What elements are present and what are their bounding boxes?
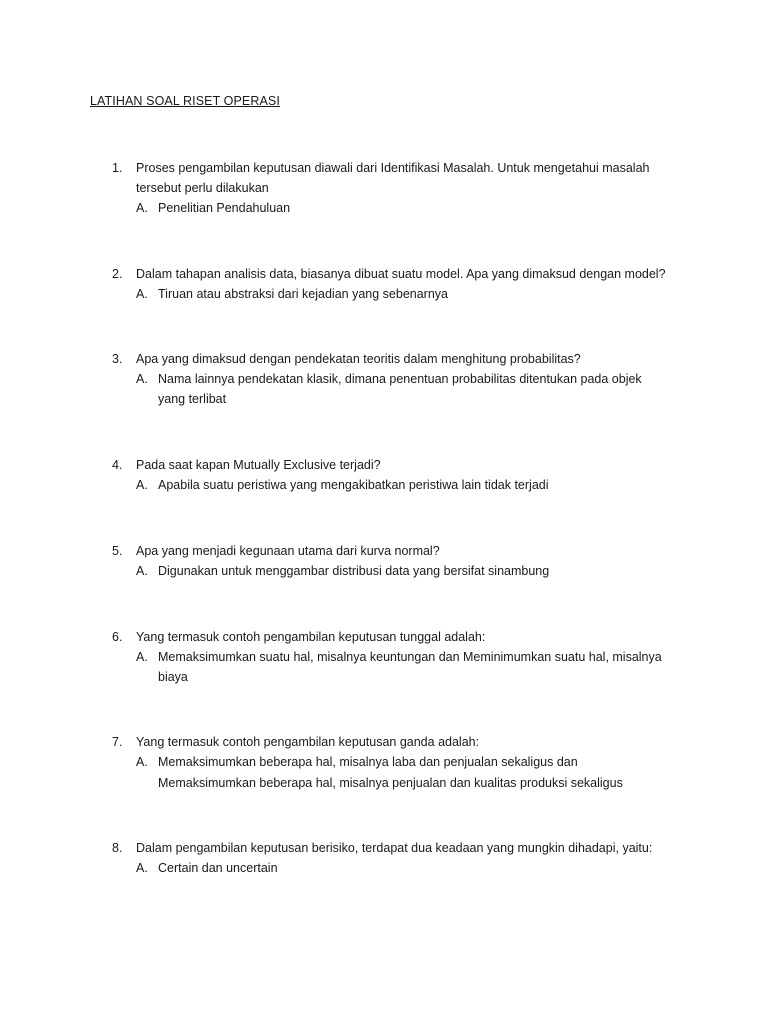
question-text-line: Proses pengambilan keputusan diawali dari Identifikasi Masalah. Untuk mengetahui masalah bbox=[136, 161, 650, 175]
question-number: 2. bbox=[112, 267, 123, 281]
question-number: 7. bbox=[112, 735, 123, 749]
answer-text-line: Memaksimumkan beberapa hal, misalnya laba dan penjualan sekaligus dan bbox=[158, 755, 578, 769]
answer-letter: A. bbox=[136, 478, 148, 492]
question-number: 6. bbox=[112, 630, 123, 644]
answer-text-line: Certain dan uncertain bbox=[158, 861, 278, 875]
answer-text-line: Memaksimumkan beberapa hal, misalnya penjualan dan kualitas produksi sekaligus bbox=[158, 776, 623, 790]
question-text-line: tersebut perlu dilakukan bbox=[136, 181, 269, 195]
question-number: 5. bbox=[112, 544, 123, 558]
question-text-line: Yang termasuk contoh pengambilan keputusan tunggal adalah: bbox=[136, 630, 486, 644]
answer-text-line: biaya bbox=[158, 670, 188, 684]
question-text-line: Yang termasuk contoh pengambilan keputusan ganda adalah: bbox=[136, 735, 480, 749]
answer-text-line: Tiruan atau abstraksi dari kejadian yang sebenarnya bbox=[158, 287, 448, 301]
answer-letter: A. bbox=[136, 564, 148, 578]
question-text-line: Dalam pengambilan keputusan berisiko, terdapat dua keadaan yang mungkin dihadapi, yaitu: bbox=[136, 841, 653, 855]
answer-letter: A. bbox=[136, 861, 148, 875]
answer-letter: A. bbox=[136, 201, 148, 215]
page-title: LATIHAN SOAL RISET OPERASI bbox=[90, 94, 280, 108]
answer-letter: A. bbox=[136, 372, 148, 386]
answer-text-line: Penelitian Pendahuluan bbox=[158, 201, 291, 215]
answer-text-line: Memaksimumkan suatu hal, misalnya keuntungan dan Meminimumkan suatu hal, misalnya bbox=[158, 650, 662, 664]
answer-text-line: Nama lainnya pendekatan klasik, dimana penentuan probabilitas ditentukan pada objek bbox=[158, 372, 642, 386]
question-text-line: Apa yang dimaksud dengan pendekatan teoritis dalam menghitung probabilitas? bbox=[136, 352, 581, 366]
answer-letter: A. bbox=[136, 650, 148, 664]
question-text-line: Dalam tahapan analisis data, biasanya dibuat suatu model. Apa yang dimaksud dengan model? bbox=[136, 267, 666, 281]
question-number: 3. bbox=[112, 352, 123, 366]
answer-letter: A. bbox=[136, 287, 148, 301]
question-number: 8. bbox=[112, 841, 123, 855]
question-number: 1. bbox=[112, 161, 123, 175]
answer-text-line: Apabila suatu peristiwa yang mengakibatkan peristiwa lain tidak terjadi bbox=[158, 478, 549, 492]
question-number: 4. bbox=[112, 458, 123, 472]
answer-letter: A. bbox=[136, 755, 148, 769]
answer-text-line: yang terlibat bbox=[158, 392, 227, 406]
answer-text-line: Digunakan untuk menggambar distribusi data yang bersifat sinambung bbox=[158, 564, 550, 578]
question-text-line: Apa yang menjadi kegunaan utama dari kurva normal? bbox=[136, 544, 440, 558]
question-text-line: Pada saat kapan Mutually Exclusive terjadi? bbox=[136, 458, 381, 472]
